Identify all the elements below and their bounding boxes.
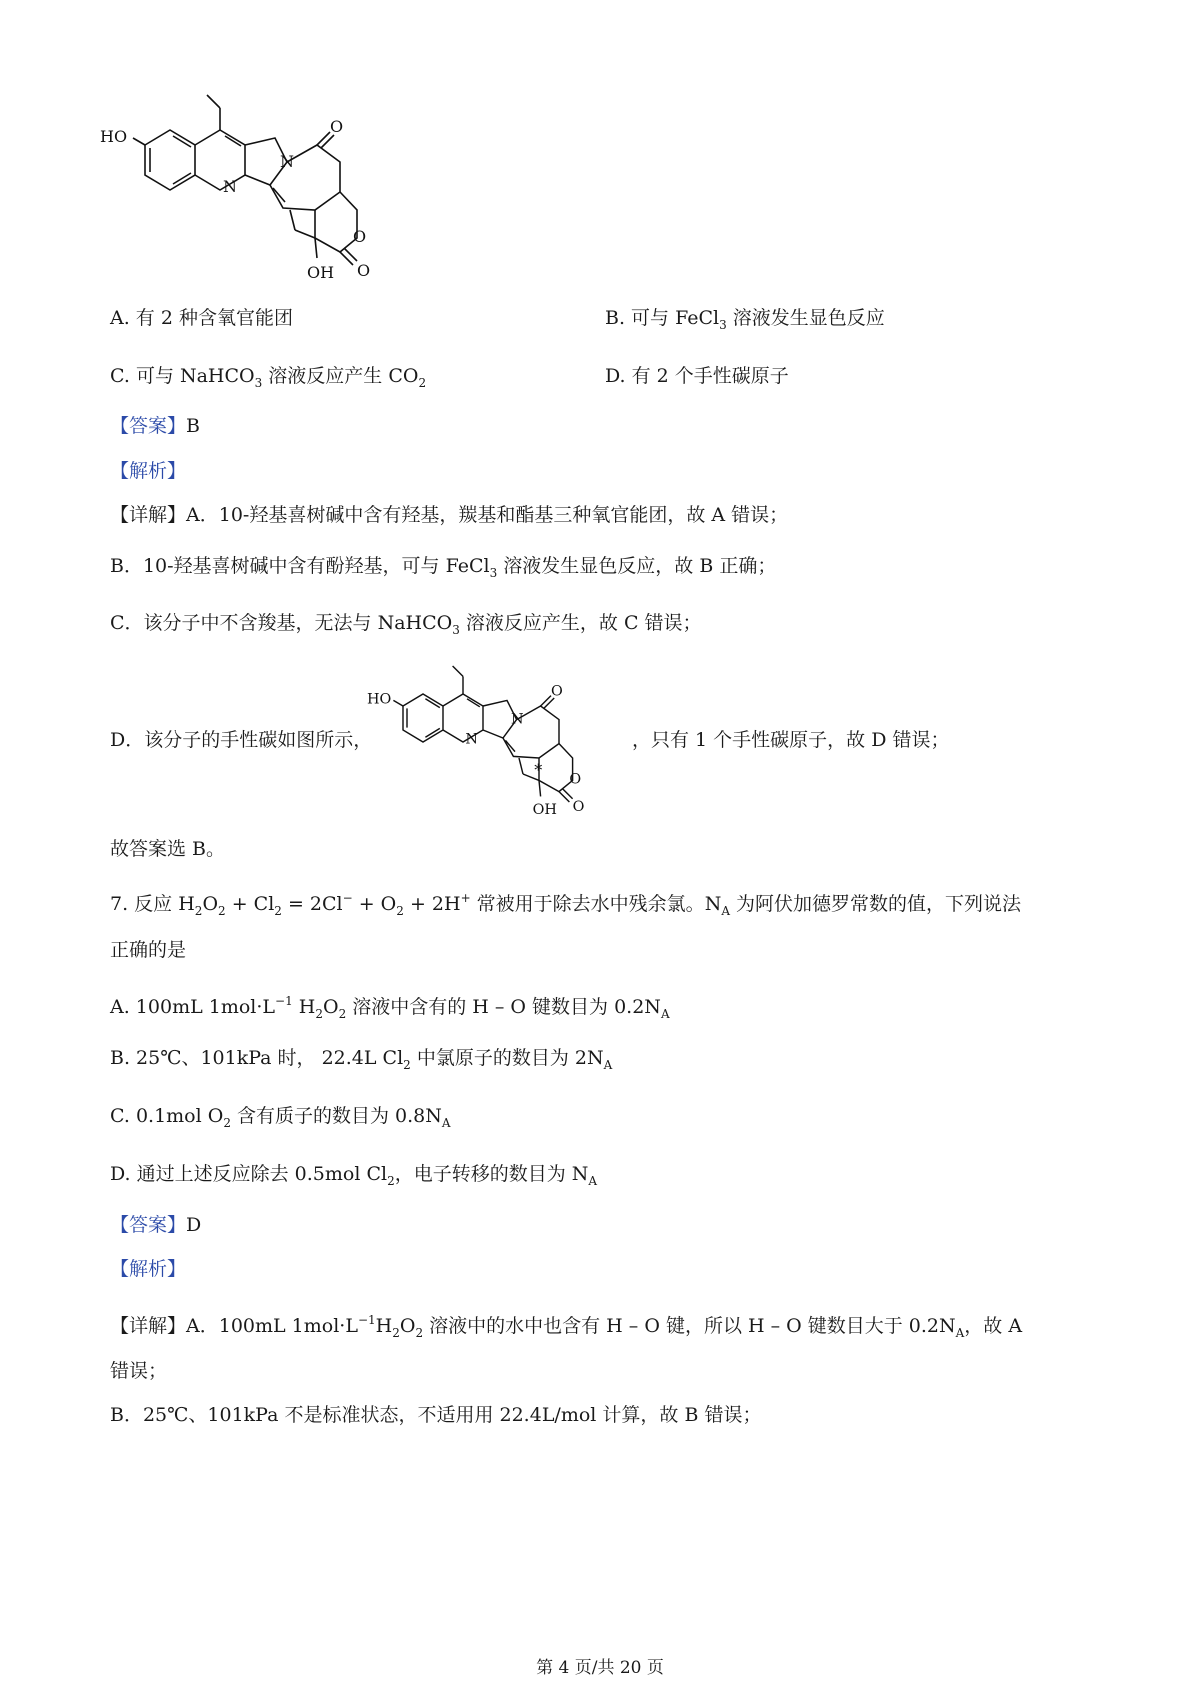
- q7-option-c: C. 0.1mol $O_2$ 含有质子的数目为 $0.8N_A$: [110, 1105, 451, 1130]
- q6-option-c: C. 可与 NaHCO$_3$ 溶液反应产生 $CO_2$: [110, 365, 427, 390]
- q6-detail-b: B．10-羟基喜树碱中含有酚羟基，可与 FeCl$_3$ 溶液发生显色反应，故 B 正确；: [110, 555, 777, 580]
- q7-option-a: A. 100mL $1mol\cdot L^{-1}$ $H_2O_2$ 溶液中含有的 H – O 键数目为 $0.2N_A$: [110, 994, 670, 1021]
- atom-n-pyridone: N: [280, 152, 294, 171]
- atom-o-carbonyl: O: [357, 261, 371, 280]
- q6-analysis-label: 【解析】: [110, 460, 187, 482]
- hydroxycamptothecin-structure: [95, 90, 405, 290]
- atom-ho: HO: [100, 127, 128, 146]
- atom-o-keto: O: [551, 683, 563, 700]
- q7-stem: 7. 反应 $H_2O_2 + Cl_2 = 2Cl^- + O_2 + 2H^+$ 常被用于除去水中残余氯。$N_A$ 为阿伏加德罗常数的值，下列说法: [110, 891, 1022, 918]
- atom-o-keto: O: [330, 117, 344, 136]
- chiral-star-mark: *: [534, 760, 543, 780]
- atom-n-ring: N: [223, 177, 237, 196]
- q7-detail-b: B．25℃、101kPa 不是标准状态，不适用用 22.4L/mol 计算，故 B 错误；: [110, 1404, 762, 1426]
- q6-conclusion: 故答案选 B。: [110, 838, 226, 860]
- q6-option-d: D. 有 2 个手性碳原子: [605, 365, 789, 387]
- chiral-carbon-structure: [362, 662, 612, 822]
- atom-o-lactone: O: [569, 771, 582, 788]
- q6-option-b: B. 可与 FeCl$_3$ 溶液发生显色反应: [605, 307, 885, 332]
- atom-o-carbonyl: O: [572, 798, 585, 815]
- atom-oh: OH: [307, 263, 335, 282]
- atom-ho: HO: [367, 691, 392, 708]
- atom-o-lactone: O: [353, 227, 367, 246]
- q6-detail-d-pre: D．该分子的手性碳如图所示，: [110, 729, 373, 751]
- q6-detail-c: C．该分子中不含羧基，无法与 NaHCO$_3$ 溶液反应产生，故 C 错误；: [110, 612, 702, 637]
- q7-detail-a: 【详解】A．100mL $1mol\cdot L^{-1}H_2O_2$ 溶液中的水中也含有 H – O 键，所以 H – O 键数目大于 $0.2N_A$，故 A: [110, 1313, 1023, 1340]
- q6-detail-d-post: ，只有 1 个手性碳原子，故 D 错误；: [632, 729, 950, 751]
- q6-option-a: A. 有 2 种含氧官能团: [110, 307, 293, 329]
- q7-stem-line2: 正确的是: [110, 939, 187, 961]
- q7-answer: 【答案】D: [110, 1214, 202, 1236]
- atom-oh: OH: [532, 802, 557, 818]
- page-footer: 第 4 页/共 20 页: [536, 1658, 664, 1678]
- q6-answer: 【答案】B: [110, 415, 200, 437]
- q7-detail-a-line2: 错误；: [110, 1360, 168, 1382]
- atom-n-ring: N: [465, 731, 478, 748]
- q7-option-b: B. 25℃、101kPa 时， 22.4L $Cl_2$ 中氯原子的数目为 $2N_A$: [110, 1047, 613, 1072]
- q7-option-d: D. 通过上述反应除去 0.5mol $Cl_2$，电子转移的数目为 $N_A$: [110, 1163, 598, 1188]
- q7-analysis-label: 【解析】: [110, 1258, 187, 1280]
- atom-n-pyridone: N: [511, 711, 524, 728]
- q6-detail-a: 【详解】A．10-羟基喜树碱中含有羟基，羰基和酯基三种氧官能团，故 A 错误；: [110, 504, 789, 526]
